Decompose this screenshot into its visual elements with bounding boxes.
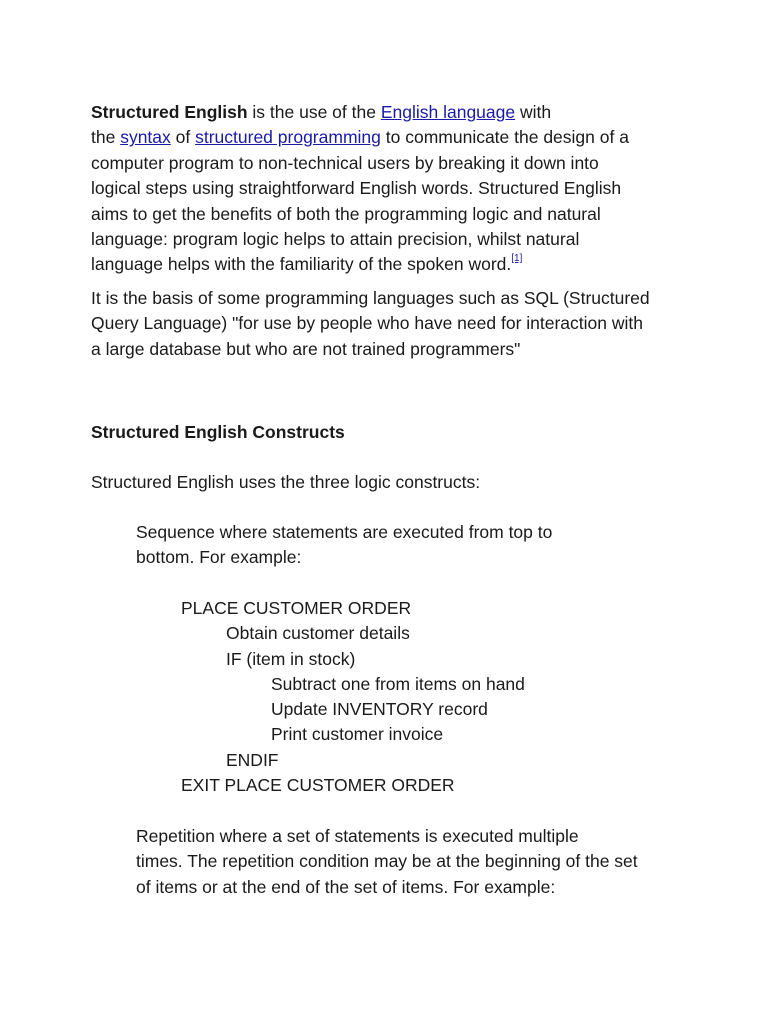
- code-line: EXIT PLACE CUSTOMER ORDER: [181, 775, 455, 796]
- link-structured-programming[interactable]: structured programming: [195, 127, 381, 148]
- intro-text: to communicate the design of a: [380, 127, 629, 148]
- code-line: Subtract one from items on hand: [271, 673, 525, 694]
- basis-line-1: It is the basis of some programming languages such as SQL (Structured: [91, 287, 650, 308]
- link-english-language[interactable]: English language: [380, 102, 516, 122]
- intro-line-3: computer program to non-technical users by breaking it down into: [91, 152, 599, 173]
- intro-text: is the use of the: [247, 102, 381, 122]
- intro-line-2: [91, 125, 691, 150]
- intro-text: language helps with the familiarity of the spoken word.: [91, 254, 512, 275]
- footnote-ref: [511, 253, 522, 264]
- code-line: Print customer invoice: [271, 724, 444, 745]
- code-line: Update INVENTORY record: [271, 699, 488, 720]
- repetition-line-3: of items or at the end of the set of items. For example:: [136, 876, 556, 897]
- sequence-line-2: bottom. For example:: [136, 547, 302, 568]
- intro-text: the: [91, 127, 121, 148]
- code-line: IF (item in stock): [226, 648, 356, 669]
- constructs-heading: Structured English Constructs: [91, 422, 345, 442]
- basis-line-3: a large database but who are not trained programmers": [91, 338, 521, 359]
- footnote-link[interactable]: [1]: [511, 253, 523, 265]
- intro-line-4: logical steps using straightforward English words. Structured English: [91, 178, 622, 199]
- basis-paragraph: [91, 286, 691, 362]
- constructs-intro: Structured English uses the three logic constructs:: [91, 472, 481, 492]
- intro-text: of: [170, 127, 196, 148]
- code-line: ENDIF: [226, 749, 279, 770]
- code-line: PLACE CUSTOMER ORDER: [181, 598, 412, 618]
- basis-line-2: Query Language) "for use by people who have need for interaction with: [91, 313, 643, 334]
- sequence-description: [136, 520, 616, 571]
- intro-section: [91, 100, 691, 362]
- term-structured-english: Structured English: [91, 102, 248, 122]
- intro-line-7: [91, 252, 691, 277]
- intro-text: with: [515, 102, 552, 122]
- intro-line-6: language: program logic helps to attain precision, whilst natural: [91, 229, 580, 250]
- link-syntax[interactable]: syntax: [120, 127, 171, 148]
- intro-line-5: aims to get the benefits of both the programming logic and natural: [91, 203, 601, 224]
- code-line: Obtain customer details: [226, 623, 410, 644]
- code-example: [136, 596, 525, 798]
- sequence-line-1: Sequence where statements are executed from top to: [136, 522, 553, 542]
- repetition-line-2: times. The repetition condition may be at the beginning of the set: [136, 851, 638, 872]
- intro-paragraph: [91, 100, 691, 278]
- intro-line-1: [91, 100, 691, 125]
- repetition-line-1: Repetition where a set of statements is executed multiple: [136, 826, 579, 846]
- repetition-description: [136, 824, 696, 900]
